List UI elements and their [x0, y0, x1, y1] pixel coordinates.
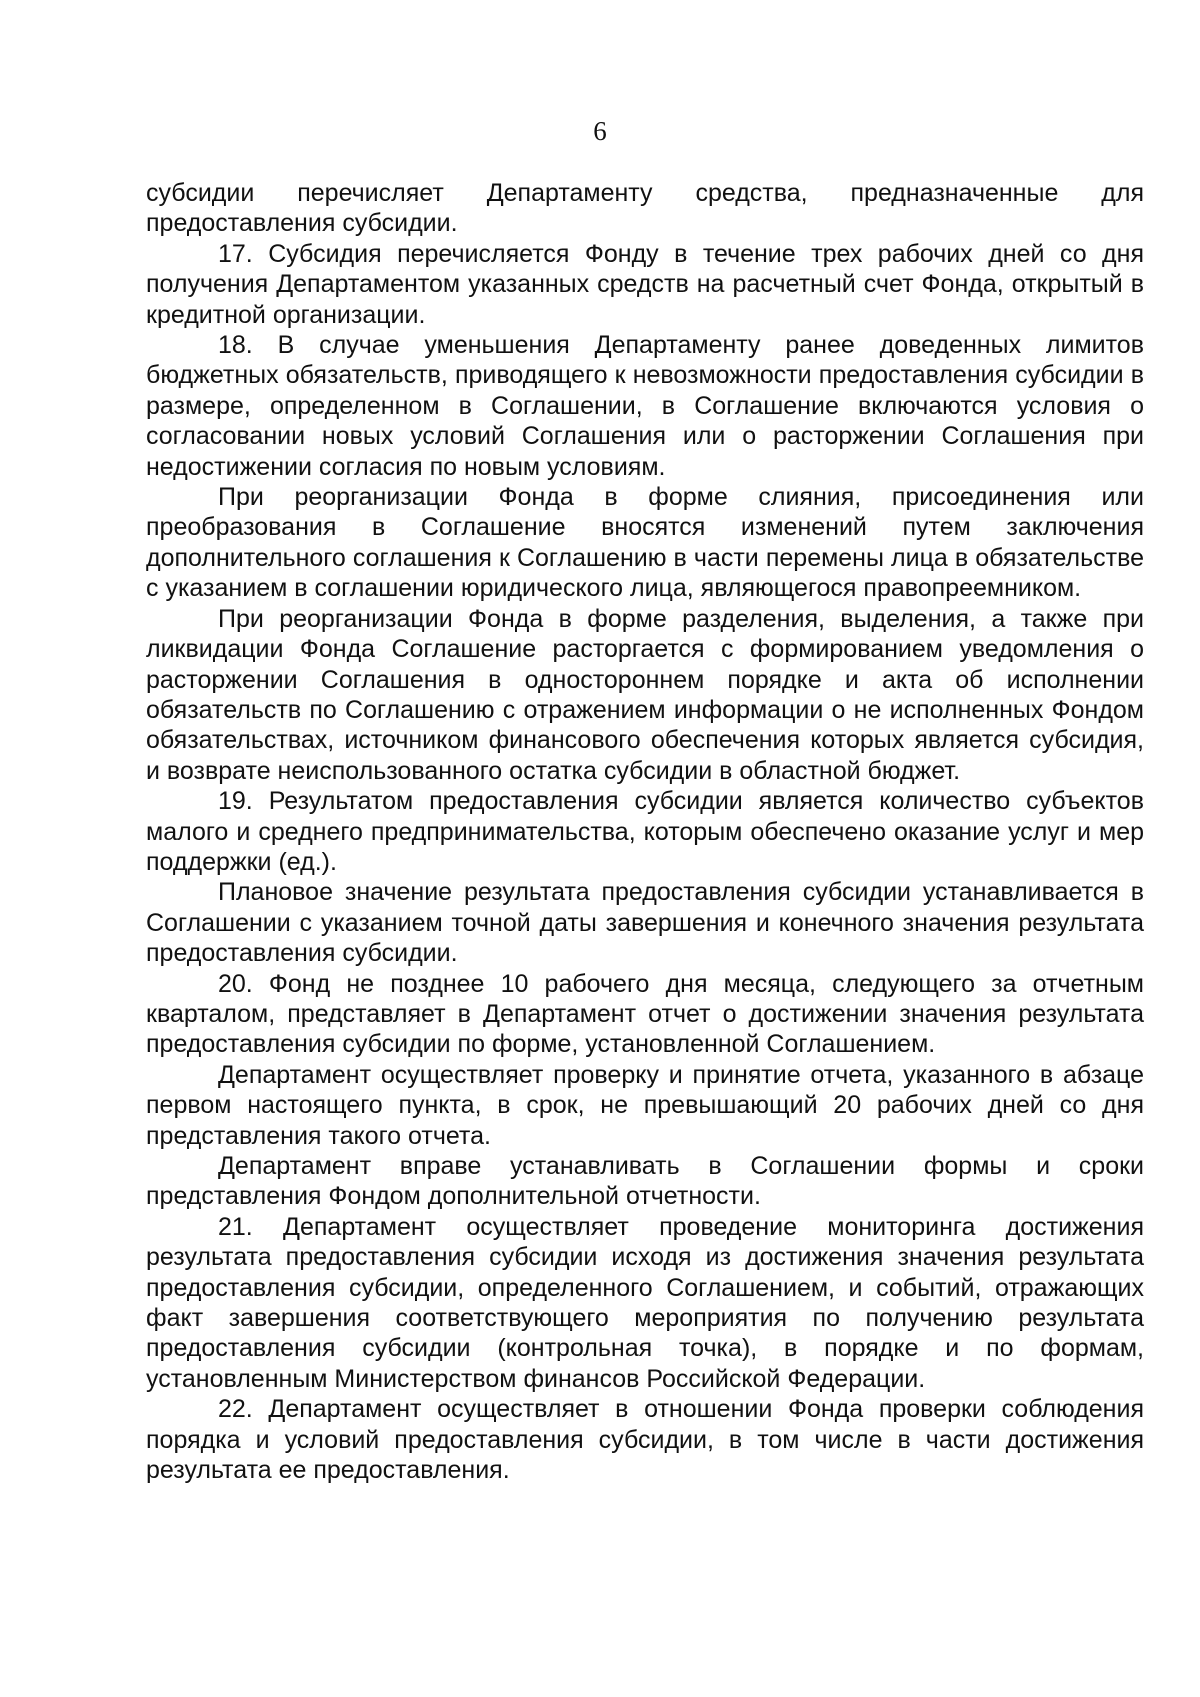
paragraph-clause-17: 17. Субсидия перечисляется Фонду в течение трех рабочих дней со дня получения Департаментом указанных средств на расчетный счет Фонда, открытый в кредитной организации. — [146, 239, 1144, 329]
paragraph-report-check: Департамент осуществляет проверку и принятие отчета, указанного в абзаце первом настоящего пункта, в срок, не превышающий 20 рабочих дней со дня представления такого отчета. — [146, 1060, 1144, 1150]
paragraph-clause-19: 19. Результатом предоставления субсидии является количество субъектов малого и среднего предпринимательства, которым обеспечено оказание услуг и мер поддержки (ед.). — [146, 787, 1144, 876]
paragraph-clause-22: 22. Департамент осуществляет в отношении Фонда проверки соблюдения порядка и условий предоставления субсидии, в том числе в части достижения результата ее предоставления. — [146, 1395, 1144, 1485]
paragraph-planned-value: Плановое значение результата предоставления субсидии устанавливается в Соглашении с указанием точной даты завершения и конечного значения результата предоставления субсидии. — [146, 878, 1144, 968]
paragraph-reorganization-merger: При реорганизации Фонда в форме слияния, присоединения или преобразования в Соглашение вносятся изменений путем заключения дополнительного соглашения к Соглашению в части перемены лица в обязательстве с указанием в соглашении юридического лица, являющегося правопреемником. — [146, 483, 1144, 603]
paragraph-clause-18: 18. В случае уменьшения Департаменту ранее доведенных лимитов бюджетных обязательств, приводящего к невозможности предоставления субсидии в размере, определенном в Соглашении, в Соглашение включаются условия о согласовании новых условий Соглашения или о расторжении Соглашения при недостижении согласия по новым условиям. — [146, 331, 1144, 481]
paragraph-additional-reporting: Департамент вправе устанавливать в Соглашении формы и сроки представления Фондом дополнительной отчетности. — [146, 1152, 1144, 1211]
paragraph-clause-20: 20. Фонд не позднее 10 рабочего дня месяца, следующего за отчетным кварталом, представляет в Департамент отчет о достижении значения результата предоставления субсидии по форме, установленной Соглашением. — [146, 969, 1144, 1059]
paragraph-reorganization-division: При реорганизации Фонда в форме разделения, выделения, а также при ликвидации Фонда Соглашение расторгается с формированием уведомления о расторжении Соглашения в одностороннем порядке и акта об исполнении обязательств по Соглашению с отражением информации о не исполненных Фондом обязательствах, источником финансового обеспечения которых является субсидия, и возврате неиспользованного остатка субсидии в областной бюджет. — [146, 604, 1144, 785]
document-body — [146, 178, 1144, 1485]
paragraph-continuation: субсидии перечисляет Департаменту средства, предназначенные для предоставления субсидии. — [146, 179, 1144, 238]
page-number: 6 — [593, 116, 607, 146]
paragraph-clause-21: 21. Департамент осуществляет проведение мониторинга достижения результата предоставления субсидии исходя из достижения значения результата предоставления субсидии, определенного Соглашением, и событий, отражающих факт завершения соответствующего мероприятия по получению результата предоставления субсидии (контрольная точка), в порядке и по формам, установленным Министерством финансов Российской Федерации. — [146, 1212, 1144, 1393]
